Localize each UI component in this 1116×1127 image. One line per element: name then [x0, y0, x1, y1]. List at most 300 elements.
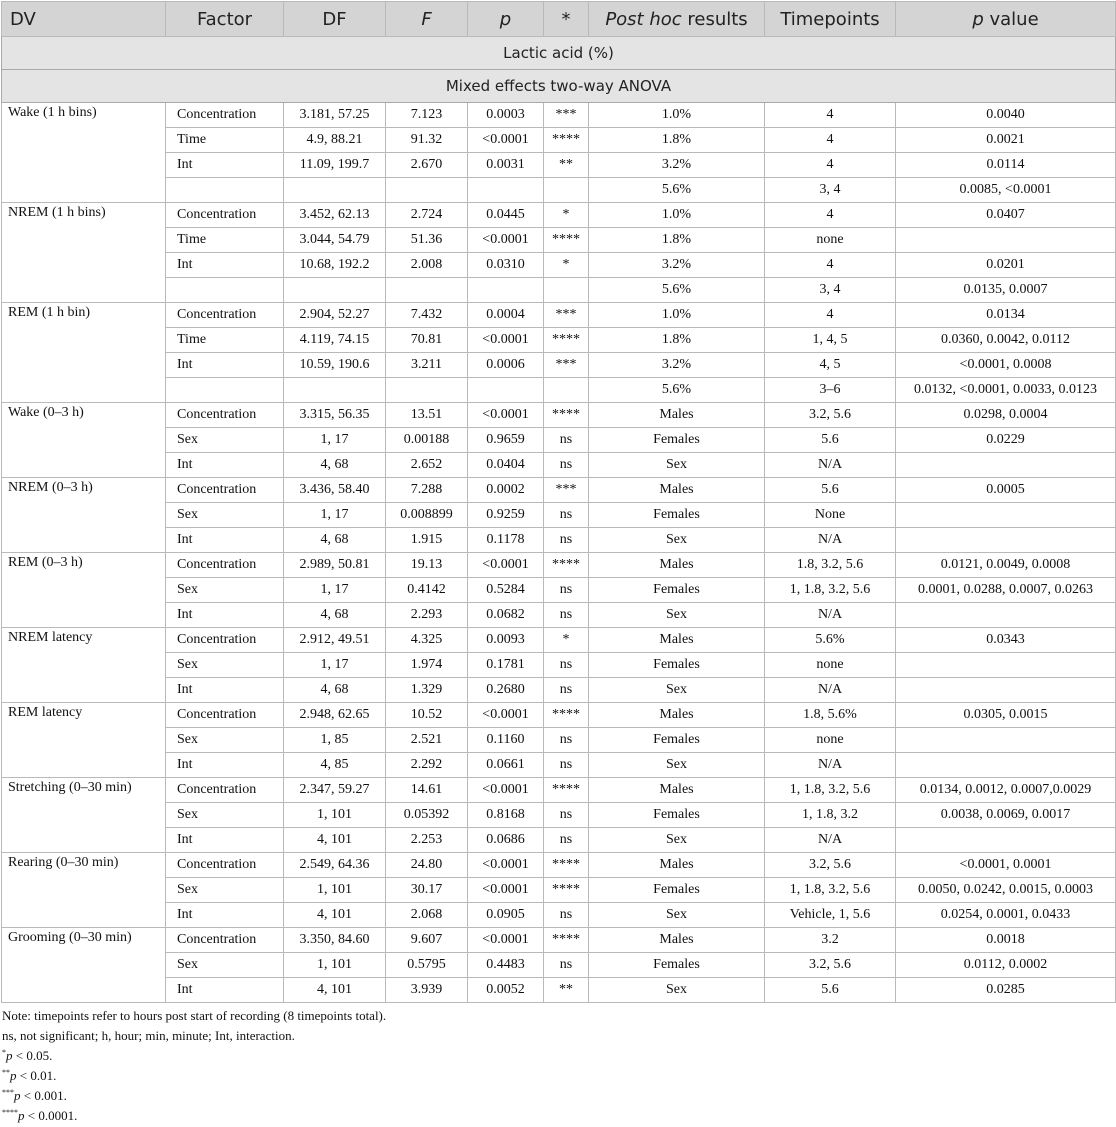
f-stat-cell: 2.293 [386, 603, 468, 628]
pvalue-cell: 0.0114 [896, 153, 1116, 178]
p-cell: <0.0001 [468, 328, 544, 353]
significance-cell: **** [544, 778, 589, 803]
timepoints-cell: N/A [765, 453, 896, 478]
footnote-mark: *** [2, 1088, 14, 1097]
factor-cell: Int [166, 753, 284, 778]
df-cell: 4, 68 [284, 453, 386, 478]
df-cell: 2.347, 59.27 [284, 778, 386, 803]
posthoc-cell: Sex [589, 603, 765, 628]
significance-cell: *** [544, 103, 589, 128]
factor-cell: Int [166, 678, 284, 703]
dv-cell: Wake (1 h bins) [2, 103, 166, 203]
p-cell: 0.4483 [468, 953, 544, 978]
significance-cell: ** [544, 153, 589, 178]
timepoints-cell: 4 [765, 303, 896, 328]
f-stat-cell: 24.80 [386, 853, 468, 878]
factor-cell: Int [166, 978, 284, 1003]
timepoints-cell: 5.6 [765, 478, 896, 503]
df-cell: 3.350, 84.60 [284, 928, 386, 953]
significance-cell: ns [544, 753, 589, 778]
table-row [2, 278, 1116, 303]
f-stat-cell: 14.61 [386, 778, 468, 803]
df-cell: 4, 101 [284, 828, 386, 853]
df-cell: 10.59, 190.6 [284, 353, 386, 378]
timepoints-cell: 1.8, 3.2, 5.6 [765, 553, 896, 578]
footnote-p: p [18, 1108, 25, 1123]
factor-cell: Sex [166, 578, 284, 603]
dv-cell: NREM (1 h bins) [2, 203, 166, 303]
p-cell: <0.0001 [468, 403, 544, 428]
posthoc-cell: Sex [589, 978, 765, 1003]
p-cell: 0.0004 [468, 303, 544, 328]
table-row [2, 728, 1116, 753]
table-row [2, 553, 1116, 578]
timepoints-cell: none [765, 728, 896, 753]
f-stat-cell: 2.724 [386, 203, 468, 228]
pvalue-cell [896, 453, 1116, 478]
posthoc-cell: Sex [589, 903, 765, 928]
df-cell: 11.09, 199.7 [284, 153, 386, 178]
significance-cell: * [544, 253, 589, 278]
df-cell: 4, 101 [284, 903, 386, 928]
pvalue-cell: 0.0134 [896, 303, 1116, 328]
timepoints-cell: N/A [765, 678, 896, 703]
header-factor: Factor [166, 2, 284, 37]
factor-cell [166, 278, 284, 303]
factor-cell: Sex [166, 428, 284, 453]
p-cell [468, 278, 544, 303]
header-timepoints: Timepoints [765, 2, 896, 37]
table-row [2, 778, 1116, 803]
header-row [2, 2, 1116, 37]
f-stat-cell: 19.13 [386, 553, 468, 578]
p-cell: 0.0031 [468, 153, 544, 178]
f-stat-cell: 10.52 [386, 703, 468, 728]
footnote-text: < 0.05. [12, 1048, 53, 1063]
timepoints-cell: 4 [765, 253, 896, 278]
table-row [2, 603, 1116, 628]
f-stat-cell: 7.432 [386, 303, 468, 328]
table-row [2, 828, 1116, 853]
df-cell: 4.9, 88.21 [284, 128, 386, 153]
header-significance: * [544, 2, 589, 37]
df-cell: 3.315, 56.35 [284, 403, 386, 428]
header-pvalue-italic: p [972, 8, 984, 30]
factor-cell: Concentration [166, 403, 284, 428]
table-row [2, 928, 1116, 953]
table-row [2, 953, 1116, 978]
significance-cell: ns [544, 728, 589, 753]
f-stat-cell: 3.211 [386, 353, 468, 378]
df-cell: 1, 17 [284, 503, 386, 528]
posthoc-cell: Sex [589, 453, 765, 478]
df-cell [284, 278, 386, 303]
significance-cell: ns [544, 428, 589, 453]
timepoints-cell: N/A [765, 603, 896, 628]
pvalue-cell: 0.0305, 0.0015 [896, 703, 1116, 728]
factor-cell: Sex [166, 503, 284, 528]
footnote-p: p [6, 1048, 13, 1063]
pvalue-cell: 0.0018 [896, 928, 1116, 953]
header-posthoc-italic: Post hoc [605, 8, 682, 30]
timepoints-cell: 1, 1.8, 3.2, 5.6 [765, 778, 896, 803]
f-stat-cell: 2.253 [386, 828, 468, 853]
pvalue-cell [896, 653, 1116, 678]
table-row [2, 328, 1116, 353]
table-row [2, 678, 1116, 703]
timepoints-cell: 4 [765, 203, 896, 228]
p-cell: <0.0001 [468, 553, 544, 578]
footnote-text: < 0.001. [20, 1088, 67, 1103]
pvalue-cell: 0.0050, 0.0242, 0.0015, 0.0003 [896, 878, 1116, 903]
timepoints-cell: None [765, 503, 896, 528]
pvalue-cell [896, 753, 1116, 778]
anova-results-table [1, 1, 1116, 1003]
table-row [2, 628, 1116, 653]
table-row [2, 403, 1116, 428]
table-row [2, 903, 1116, 928]
p-cell [468, 178, 544, 203]
f-stat-cell: 7.123 [386, 103, 468, 128]
posthoc-cell: Males [589, 478, 765, 503]
timepoints-cell: 1, 1.8, 3.2 [765, 803, 896, 828]
significance-cell [544, 178, 589, 203]
factor-cell: Concentration [166, 703, 284, 728]
timepoints-cell: Vehicle, 1, 5.6 [765, 903, 896, 928]
posthoc-cell: 1.8% [589, 228, 765, 253]
pvalue-cell: 0.0298, 0.0004 [896, 403, 1116, 428]
timepoints-cell: 1, 4, 5 [765, 328, 896, 353]
footnote-1 [2, 1047, 1102, 1067]
p-cell: 0.0003 [468, 103, 544, 128]
p-cell: 0.0006 [468, 353, 544, 378]
df-cell: 3.181, 57.25 [284, 103, 386, 128]
posthoc-cell: 5.6% [589, 178, 765, 203]
pvalue-cell: 0.0229 [896, 428, 1116, 453]
table-row [2, 578, 1116, 603]
table-row [2, 853, 1116, 878]
df-cell: 3.452, 62.13 [284, 203, 386, 228]
f-stat-cell: 4.325 [386, 628, 468, 653]
table-row [2, 653, 1116, 678]
df-cell [284, 378, 386, 403]
significance-cell: ns [544, 653, 589, 678]
table-row [2, 753, 1116, 778]
factor-cell: Concentration [166, 628, 284, 653]
posthoc-cell: 3.2% [589, 353, 765, 378]
analysis-row [2, 70, 1116, 103]
df-cell: 4, 101 [284, 978, 386, 1003]
df-cell: 4, 68 [284, 603, 386, 628]
posthoc-cell: 5.6% [589, 378, 765, 403]
df-cell: 2.904, 52.27 [284, 303, 386, 328]
pvalue-cell: 0.0021 [896, 128, 1116, 153]
footnote-text: < 0.01. [16, 1068, 57, 1083]
posthoc-cell: Females [589, 953, 765, 978]
posthoc-cell: Sex [589, 828, 765, 853]
p-cell [468, 378, 544, 403]
p-cell: 0.0905 [468, 903, 544, 928]
header-posthoc [589, 2, 765, 37]
df-cell: 4, 68 [284, 678, 386, 703]
p-cell: <0.0001 [468, 928, 544, 953]
f-stat-cell: 0.008899 [386, 503, 468, 528]
table-row [2, 878, 1116, 903]
posthoc-cell: 3.2% [589, 153, 765, 178]
pvalue-cell [896, 503, 1116, 528]
posthoc-cell: Sex [589, 678, 765, 703]
dv-cell: Rearing (0–30 min) [2, 853, 166, 928]
header-posthoc-rest: results [681, 8, 748, 30]
significance-cell: ** [544, 978, 589, 1003]
footnote-p: p [10, 1068, 17, 1083]
p-cell: 0.8168 [468, 803, 544, 828]
df-cell: 2.912, 49.51 [284, 628, 386, 653]
significance-cell: ns [544, 578, 589, 603]
table-row [2, 103, 1116, 128]
p-cell: 0.0661 [468, 753, 544, 778]
timepoints-cell: 5.6 [765, 428, 896, 453]
significance-cell: **** [544, 228, 589, 253]
df-cell: 1, 101 [284, 803, 386, 828]
posthoc-cell: Females [589, 428, 765, 453]
table-row [2, 203, 1116, 228]
pvalue-cell: 0.0040 [896, 103, 1116, 128]
significance-cell: **** [544, 328, 589, 353]
section-row [2, 37, 1116, 70]
timepoints-cell: 4 [765, 153, 896, 178]
factor-cell: Time [166, 128, 284, 153]
table-row [2, 703, 1116, 728]
significance-cell: * [544, 203, 589, 228]
footnote-mark: **** [2, 1108, 18, 1117]
p-cell: 0.1160 [468, 728, 544, 753]
table-row [2, 453, 1116, 478]
f-stat-cell: 7.288 [386, 478, 468, 503]
p-cell: <0.0001 [468, 878, 544, 903]
p-cell: 0.0682 [468, 603, 544, 628]
f-stat-cell: 0.4142 [386, 578, 468, 603]
f-stat-cell: 91.32 [386, 128, 468, 153]
pvalue-cell: 0.0112, 0.0002 [896, 953, 1116, 978]
timepoints-cell: 3–6 [765, 378, 896, 403]
significance-cell: *** [544, 303, 589, 328]
df-cell: 1, 101 [284, 878, 386, 903]
df-cell: 2.989, 50.81 [284, 553, 386, 578]
f-stat-cell: 9.607 [386, 928, 468, 953]
posthoc-cell: 1.8% [589, 128, 765, 153]
significance-cell: ns [544, 828, 589, 853]
posthoc-cell: Males [589, 628, 765, 653]
timepoints-cell: none [765, 228, 896, 253]
pvalue-cell [896, 828, 1116, 853]
significance-cell: **** [544, 703, 589, 728]
df-cell: 4, 68 [284, 528, 386, 553]
df-cell [284, 178, 386, 203]
factor-cell: Sex [166, 728, 284, 753]
df-cell: 1, 17 [284, 578, 386, 603]
f-stat-cell: 1.974 [386, 653, 468, 678]
footnote-mark: ** [2, 1068, 10, 1077]
timepoints-cell: N/A [765, 528, 896, 553]
dv-cell: Stretching (0–30 min) [2, 778, 166, 853]
timepoints-cell: N/A [765, 828, 896, 853]
df-cell: 2.549, 64.36 [284, 853, 386, 878]
factor-cell: Int [166, 828, 284, 853]
header-df: DF [284, 2, 386, 37]
factor-cell: Int [166, 603, 284, 628]
dv-cell: NREM (0–3 h) [2, 478, 166, 553]
factor-cell: Time [166, 328, 284, 353]
df-cell: 10.68, 192.2 [284, 253, 386, 278]
pvalue-cell: <0.0001, 0.0008 [896, 353, 1116, 378]
f-stat-cell: 2.521 [386, 728, 468, 753]
pvalue-cell: 0.0121, 0.0049, 0.0008 [896, 553, 1116, 578]
significance-cell: *** [544, 353, 589, 378]
df-cell: 3.436, 58.40 [284, 478, 386, 503]
p-cell: 0.0445 [468, 203, 544, 228]
timepoints-cell: 1, 1.8, 3.2, 5.6 [765, 578, 896, 603]
significance-cell: **** [544, 553, 589, 578]
f-stat-cell [386, 278, 468, 303]
factor-cell: Time [166, 228, 284, 253]
timepoints-cell: none [765, 653, 896, 678]
f-stat-cell: 0.05392 [386, 803, 468, 828]
p-cell: 0.1178 [468, 528, 544, 553]
footnote-text: < 0.0001. [24, 1108, 78, 1123]
df-cell: 1, 85 [284, 728, 386, 753]
factor-cell: Sex [166, 803, 284, 828]
pvalue-cell: 0.0254, 0.0001, 0.0433 [896, 903, 1116, 928]
posthoc-cell: Females [589, 578, 765, 603]
significance-cell: **** [544, 878, 589, 903]
significance-cell [544, 378, 589, 403]
table-row [2, 153, 1116, 178]
table-notes [2, 1007, 1102, 1127]
footnote-mark: * [2, 1048, 6, 1057]
factor-cell: Int [166, 528, 284, 553]
timepoints-cell: 1.8, 5.6% [765, 703, 896, 728]
posthoc-cell: 5.6% [589, 278, 765, 303]
p-cell: 0.9259 [468, 503, 544, 528]
significance-cell [544, 278, 589, 303]
factor-cell: Sex [166, 653, 284, 678]
significance-cell: ns [544, 803, 589, 828]
p-cell: 0.1781 [468, 653, 544, 678]
pvalue-cell: <0.0001, 0.0001 [896, 853, 1116, 878]
df-cell: 4, 85 [284, 753, 386, 778]
f-stat-cell: 2.652 [386, 453, 468, 478]
factor-cell: Sex [166, 953, 284, 978]
p-cell: <0.0001 [468, 128, 544, 153]
factor-cell: Concentration [166, 928, 284, 953]
table-row [2, 503, 1116, 528]
footnote-p: p [14, 1088, 21, 1103]
posthoc-cell: 3.2% [589, 253, 765, 278]
posthoc-cell: Males [589, 778, 765, 803]
f-stat-cell: 51.36 [386, 228, 468, 253]
f-stat-cell: 1.329 [386, 678, 468, 703]
f-stat-cell: 2.008 [386, 253, 468, 278]
footnote-2 [2, 1067, 1102, 1087]
timepoints-cell: 3.2, 5.6 [765, 403, 896, 428]
table-row [2, 303, 1116, 328]
df-cell: 4.119, 74.15 [284, 328, 386, 353]
timepoints-cell: 4, 5 [765, 353, 896, 378]
posthoc-cell: Males [589, 853, 765, 878]
factor-cell: Int [166, 453, 284, 478]
p-cell: 0.0002 [468, 478, 544, 503]
posthoc-cell: Males [589, 703, 765, 728]
f-stat-cell: 2.670 [386, 153, 468, 178]
posthoc-cell: 1.8% [589, 328, 765, 353]
pvalue-cell: 0.0085, <0.0001 [896, 178, 1116, 203]
p-cell: 0.0052 [468, 978, 544, 1003]
pvalue-cell [896, 678, 1116, 703]
p-cell: 0.0686 [468, 828, 544, 853]
p-cell: 0.5284 [468, 578, 544, 603]
dv-cell: REM (1 h bin) [2, 303, 166, 403]
pvalue-cell: 0.0134, 0.0012, 0.0007,0.0029 [896, 778, 1116, 803]
table-row [2, 803, 1116, 828]
dv-cell: NREM latency [2, 628, 166, 703]
dv-cell: Grooming (0–30 min) [2, 928, 166, 1003]
footnote-3 [2, 1087, 1102, 1107]
significance-cell: ns [544, 603, 589, 628]
table-row [2, 428, 1116, 453]
pvalue-cell: 0.0201 [896, 253, 1116, 278]
factor-cell: Concentration [166, 103, 284, 128]
pvalue-cell: 0.0360, 0.0042, 0.0112 [896, 328, 1116, 353]
f-stat-cell: 2.068 [386, 903, 468, 928]
significance-cell: ns [544, 953, 589, 978]
factor-cell: Concentration [166, 553, 284, 578]
f-stat-cell: 3.939 [386, 978, 468, 1003]
timepoints-cell: 4 [765, 103, 896, 128]
significance-cell: * [544, 628, 589, 653]
section-title: Lactic acid (%) [2, 37, 1116, 70]
timepoints-cell: 3.2, 5.6 [765, 853, 896, 878]
significance-cell: **** [544, 853, 589, 878]
table-row [2, 378, 1116, 403]
pvalue-cell: 0.0343 [896, 628, 1116, 653]
significance-cell: *** [544, 478, 589, 503]
posthoc-cell: Females [589, 728, 765, 753]
pvalue-cell: 0.0001, 0.0288, 0.0007, 0.0263 [896, 578, 1116, 603]
posthoc-cell: Females [589, 653, 765, 678]
df-cell: 1, 17 [284, 653, 386, 678]
table-row [2, 228, 1116, 253]
header-pvalue [896, 2, 1116, 37]
f-stat-cell: 30.17 [386, 878, 468, 903]
factor-cell: Concentration [166, 853, 284, 878]
pvalue-cell: 0.0132, <0.0001, 0.0033, 0.0123 [896, 378, 1116, 403]
table-row [2, 128, 1116, 153]
f-stat-cell [386, 378, 468, 403]
df-cell: 2.948, 62.65 [284, 703, 386, 728]
header-dv: DV [2, 2, 166, 37]
timepoints-cell: 3, 4 [765, 278, 896, 303]
factor-cell: Int [166, 903, 284, 928]
dv-cell: REM latency [2, 703, 166, 778]
posthoc-cell: Males [589, 403, 765, 428]
pvalue-cell: 0.0135, 0.0007 [896, 278, 1116, 303]
factor-cell: Concentration [166, 778, 284, 803]
header-f: F [386, 2, 468, 37]
df-cell: 3.044, 54.79 [284, 228, 386, 253]
significance-cell: ns [544, 678, 589, 703]
table-row [2, 978, 1116, 1003]
